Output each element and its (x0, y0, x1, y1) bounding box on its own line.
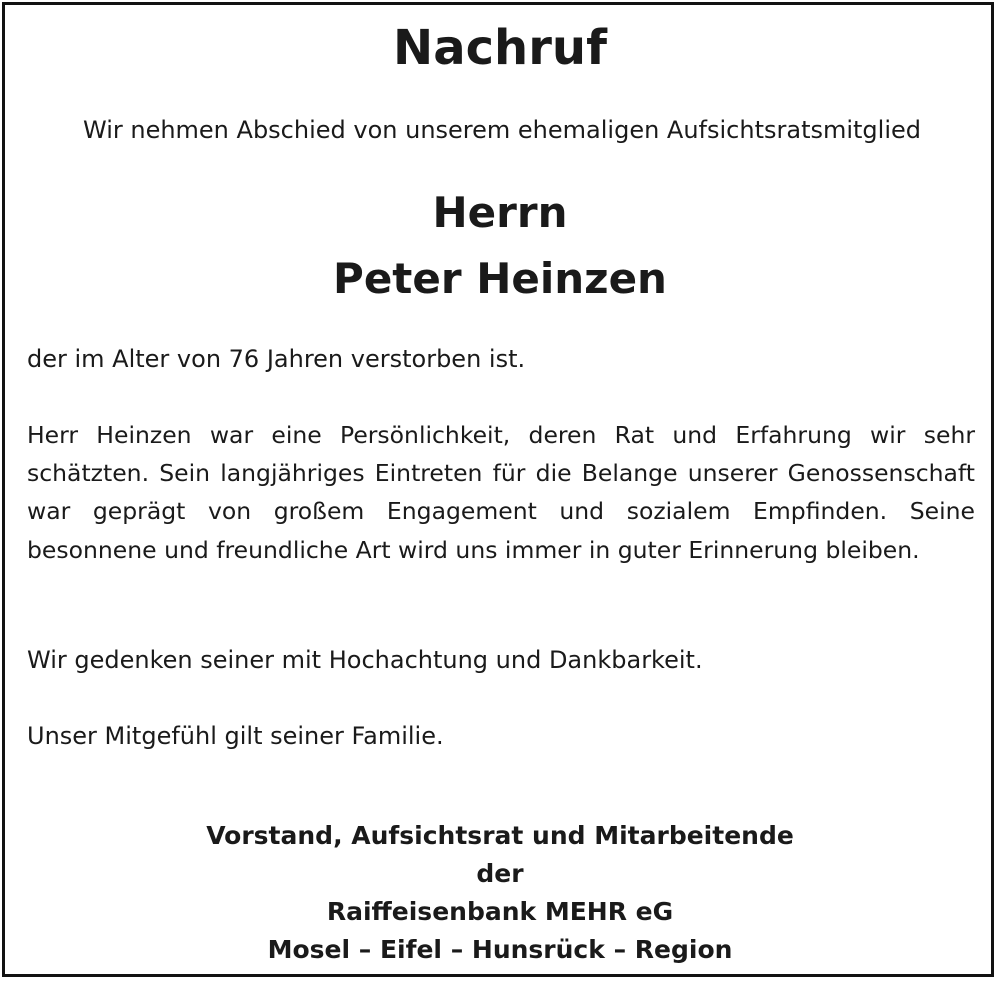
obituary-title: Nachruf (393, 20, 607, 76)
age-line: der im Alter von 76 Jahren verstorben ist. (27, 345, 526, 373)
intro-text: Wir nehmen Abschied von unserem ehemaligen Aufsichtsratsmitglied (82, 116, 922, 144)
condolence-line: Unser Mitgefühl gilt seiner Familie. (27, 722, 444, 750)
deceased-name-block (0, 180, 1000, 312)
signature-block (0, 817, 1000, 969)
salutation: Herrn (432, 188, 568, 237)
remembrance-line: Wir gedenken seiner mit Hochachtung und Dankbarkeit. (27, 646, 703, 674)
tribute-paragraph: Herr Heinzen war eine Persönlichkeit, deren Rat und Erfahrung wir sehr schätzten. Sein langjähriges Eintreten für die Belange unserer Genossenschaft war geprägt von großem Engagement und sozialem Empfinden. Seine besonnene und freundliche Art wird uns immer in guter Erinnerung bleiben. (27, 421, 975, 564)
deceased-name: Peter Heinzen (333, 254, 667, 303)
signature-line-3: Raiffeisenbank MEHR eG (326, 897, 674, 926)
signature-line-2: der (476, 859, 524, 888)
signature-line-4: Mosel – Eifel – Hunsrück – Region (267, 935, 733, 964)
signature-line-1: Vorstand, Aufsichtsrat und Mitarbeitende (206, 821, 794, 850)
